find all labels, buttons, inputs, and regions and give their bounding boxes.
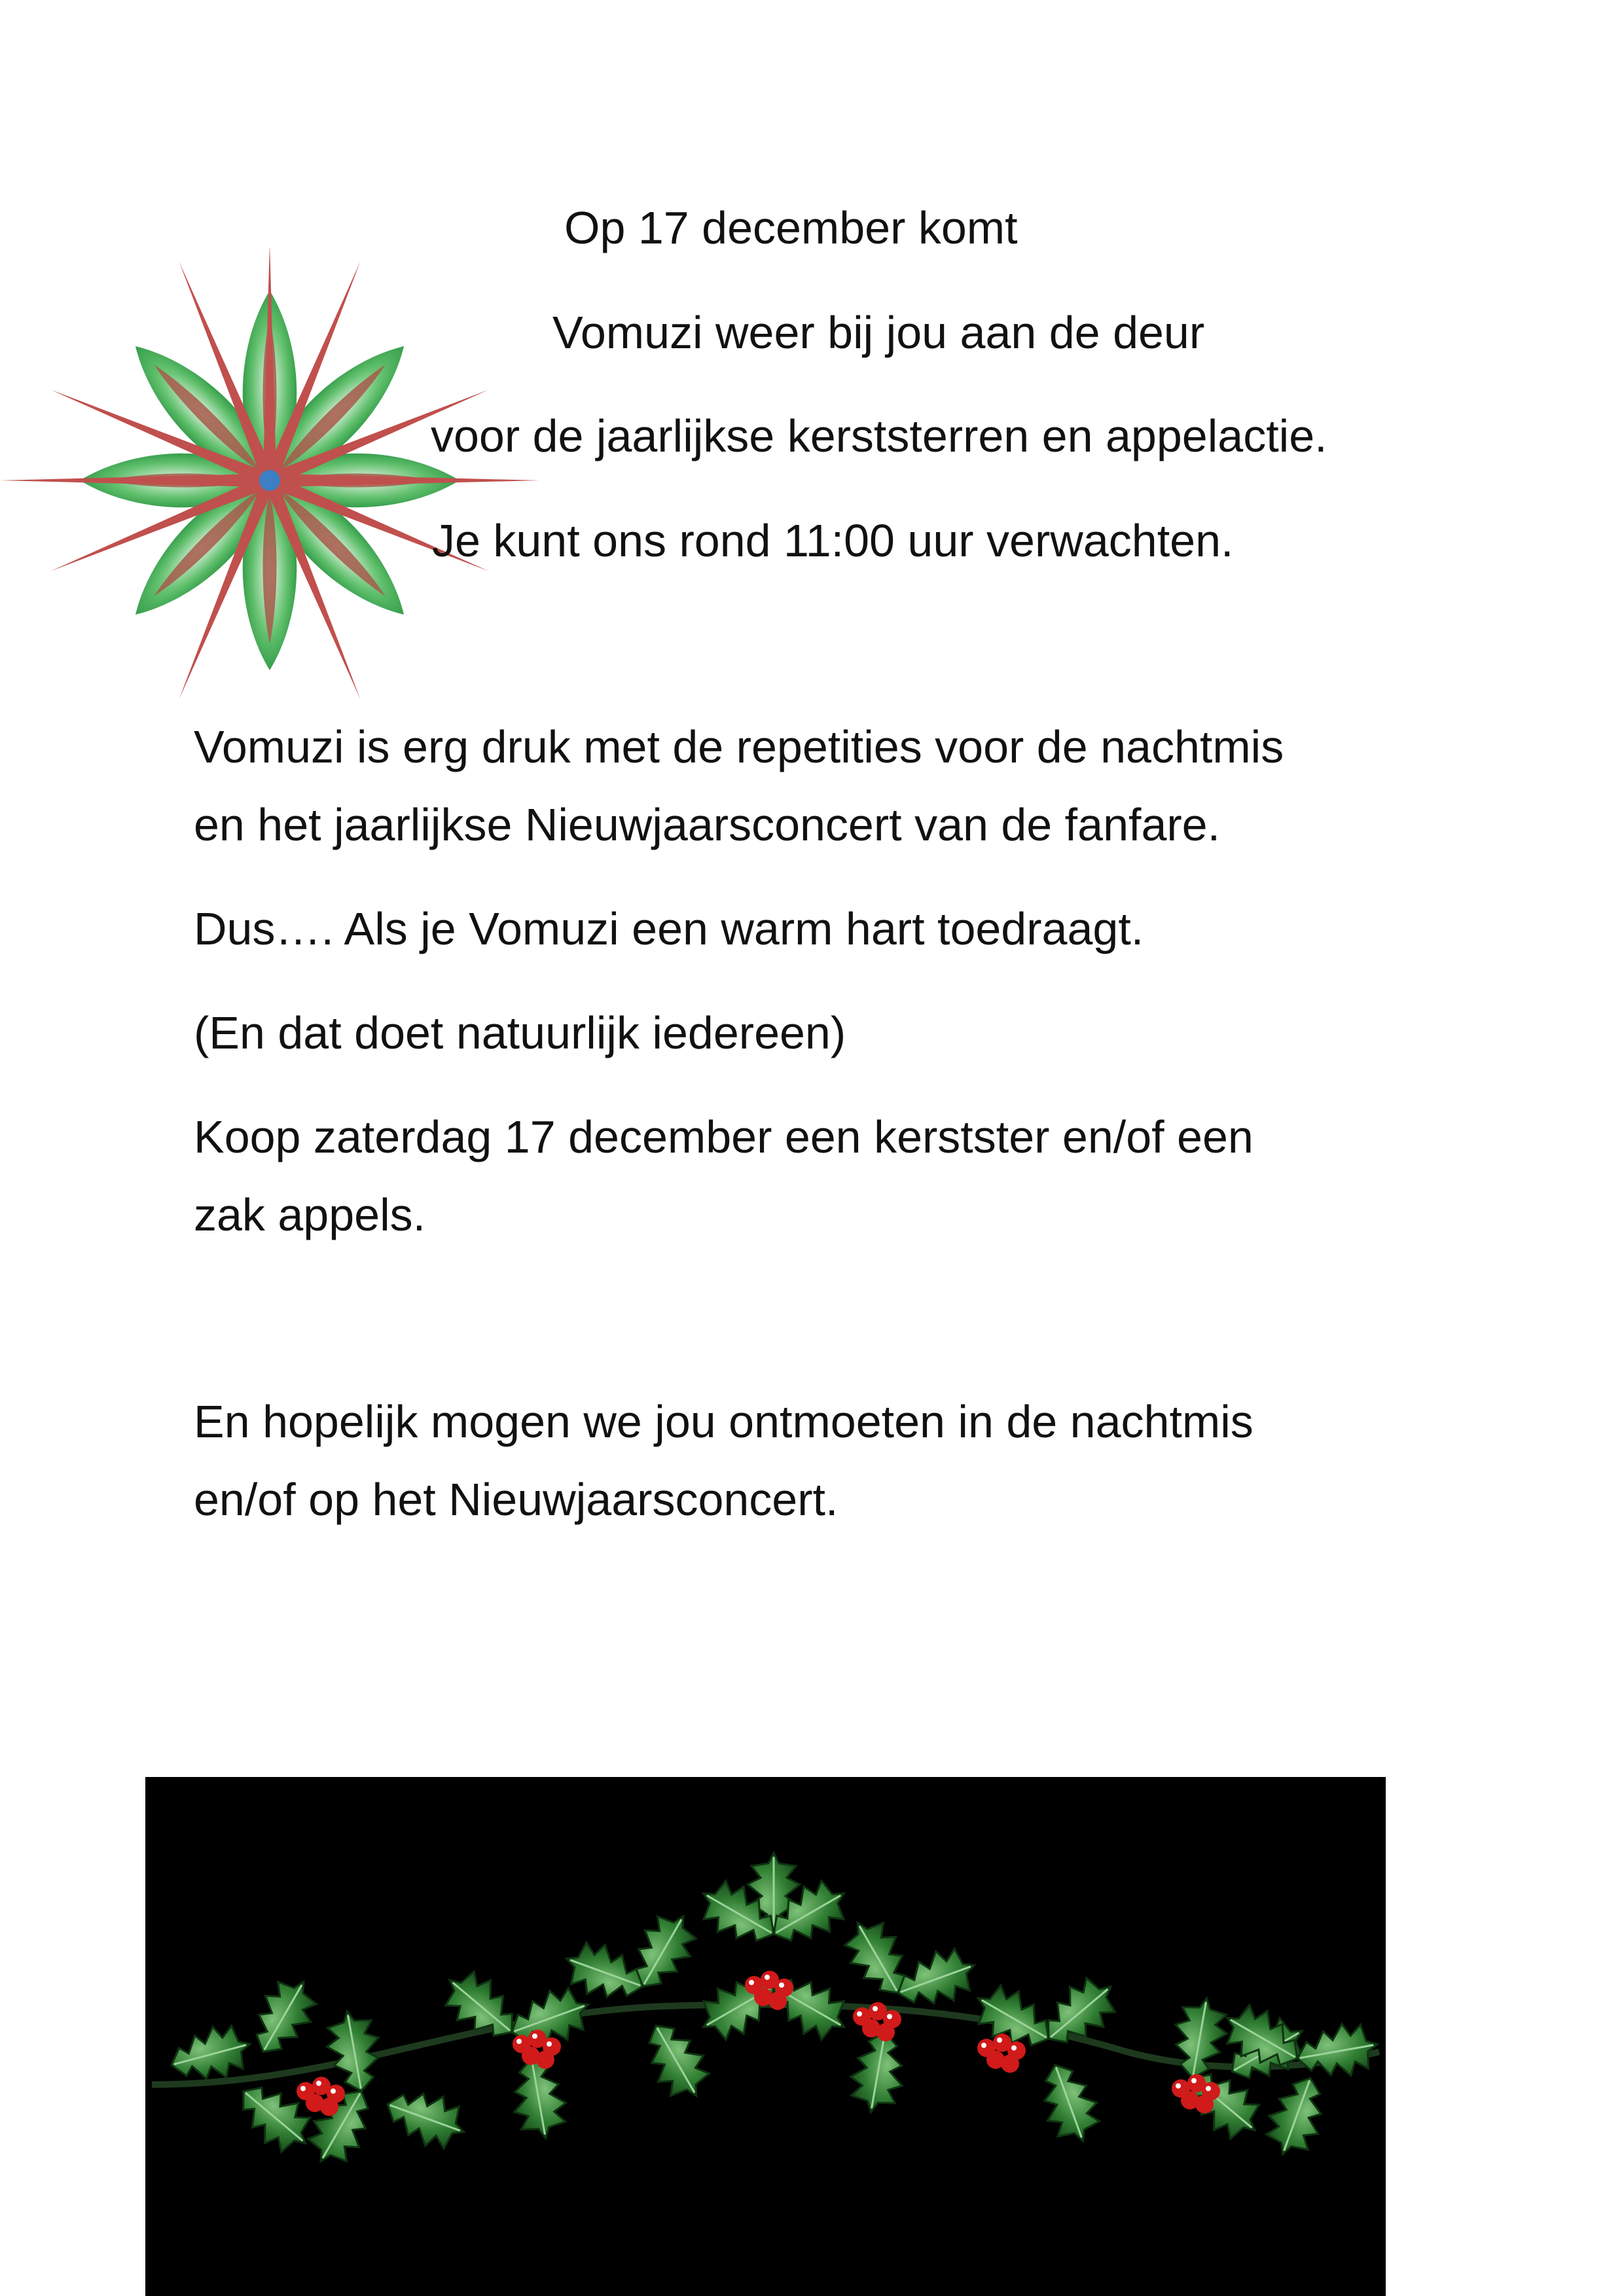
intro-line-1: Op 17 december komt (564, 202, 1018, 253)
poinsettia-star-image (0, 247, 541, 716)
paragraph-5-line-2: en/of op het Nieuwjaarsconcert. (194, 1474, 839, 1525)
paragraph-3: (En dat doet natuurlijk iedereen) (194, 1007, 846, 1058)
paragraph-1-line-1: Vomuzi is erg druk met de repetities voor de nachtmis (194, 721, 1284, 772)
intro-line-3: voor de jaarlijkse kerststerren en appelactie. (431, 410, 1327, 461)
paragraph-4-line-1: Koop zaterdag 17 december een kerstster en/of een (194, 1111, 1254, 1162)
holly-garland-image (145, 1777, 1386, 2296)
paragraph-2: Dus…. Als je Vomuzi een warm hart toedraagt. (194, 903, 1144, 954)
intro-line-2: Vomuzi weer bij jou aan de deur (552, 307, 1205, 358)
paragraph-4-line-2: zak appels. (194, 1189, 426, 1240)
intro-line-4: Je kunt ons rond 11:00 uur verwachten. (432, 515, 1234, 566)
paragraph-5-line-1: En hopelijk mogen we jou ontmoeten in de nachtmis (194, 1396, 1254, 1447)
paragraph-1-line-2: en het jaarlijkse Nieuwjaarsconcert van de fanfare. (194, 799, 1221, 850)
